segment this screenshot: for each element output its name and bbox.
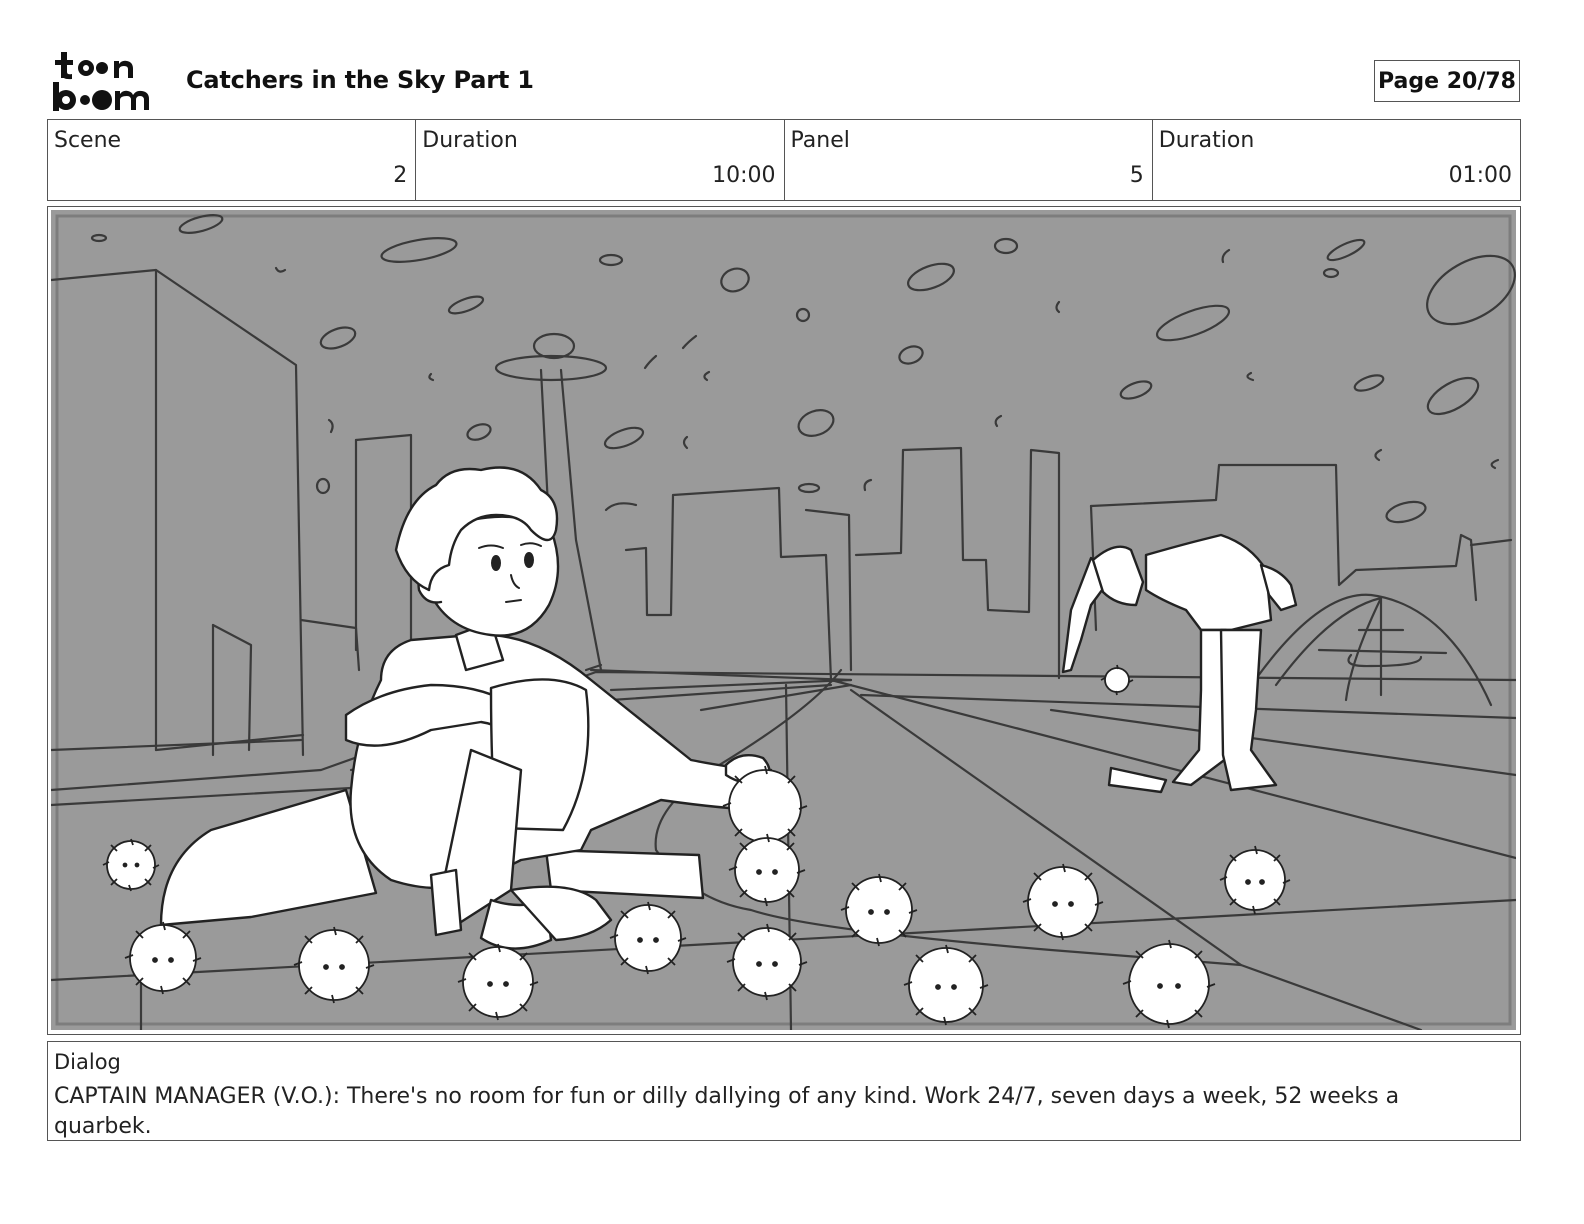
panel-value: 5 — [1129, 163, 1144, 188]
scene-duration-label: Duration — [422, 128, 518, 153]
scene-label: Scene — [54, 128, 122, 153]
storyboard-panel — [47, 206, 1521, 1035]
scene-value: 2 — [393, 163, 408, 188]
scene-duration-value: 10:00 — [712, 163, 776, 188]
scene-cell — [48, 120, 416, 200]
scene-duration-cell — [416, 120, 784, 200]
toonboom-logo — [52, 50, 162, 112]
panel-label: Panel — [790, 128, 850, 153]
panel-duration-value: 01:00 — [1448, 163, 1512, 188]
panel-duration-cell — [1153, 120, 1520, 200]
document-title: Catchers in the Sky Part 1 — [186, 66, 534, 94]
dialog-box — [47, 1041, 1521, 1141]
panel-duration-label: Duration — [1158, 128, 1255, 153]
storyboard-sketch — [51, 210, 1516, 1030]
dialog-label: Dialog — [54, 1050, 121, 1074]
page-indicator: Page 20/78 — [1374, 60, 1520, 102]
dialog-text: CAPTAIN MANAGER (V.O.): There's no room for fun or dilly dallying of any kind. Work 24/7, seven days a week, 52 weeks a quarbek. — [54, 1084, 1400, 1139]
panel-cell — [785, 120, 1153, 200]
panel-info-table — [47, 119, 1521, 201]
